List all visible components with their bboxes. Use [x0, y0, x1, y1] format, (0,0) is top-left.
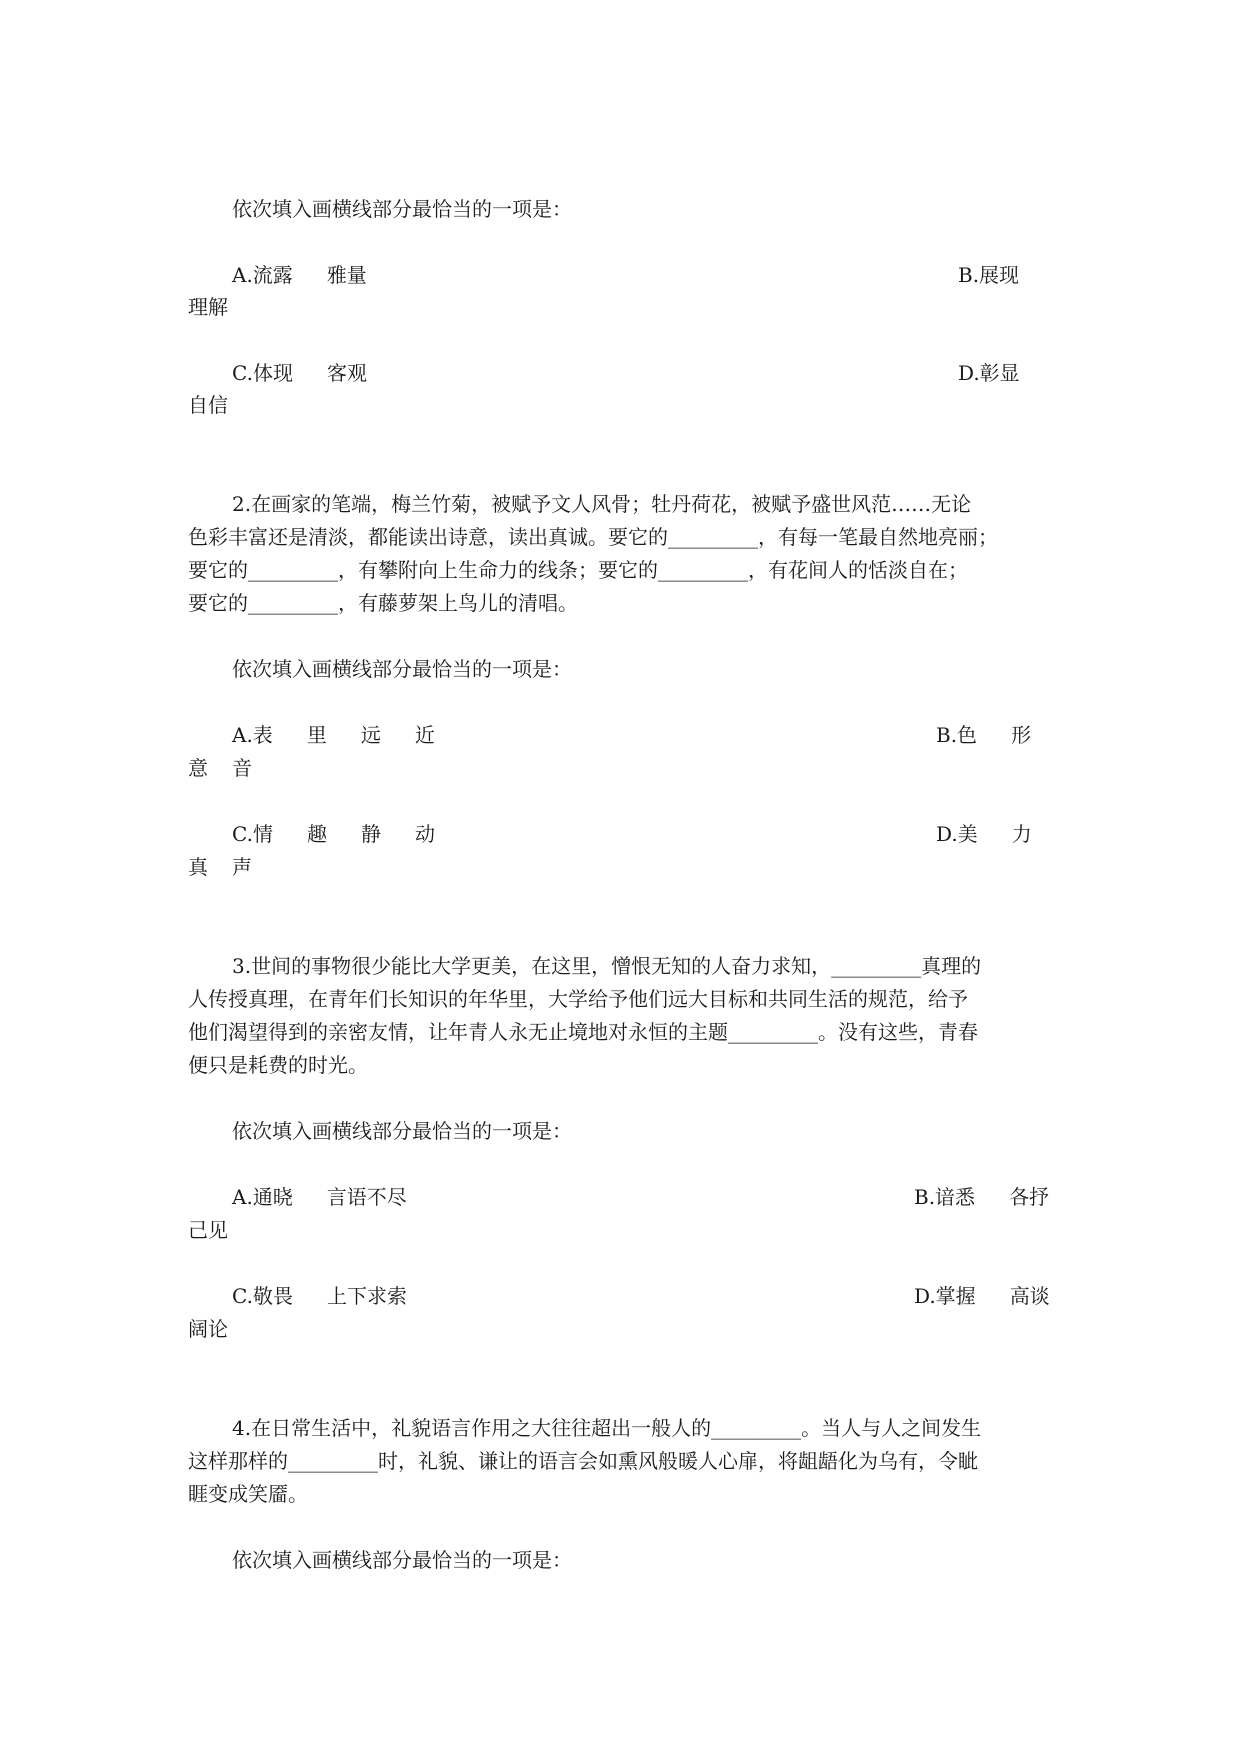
option-b-wrap: 己见 [188, 1218, 228, 1242]
option-d-word-2: 高谈 [1009, 1284, 1050, 1308]
option-b [914, 1187, 1049, 1207]
question-3-stem-line-4: 便只是耗费的时光。 [188, 1053, 368, 1077]
option-b-word-4: 音 [232, 756, 252, 780]
option-d-label: D.美 [936, 822, 978, 846]
question-4-stem-line-1: 4.在日常生活中，礼貌语言作用之大往往超出一般人的_________。当人与人之间发生 [232, 1416, 982, 1440]
option-b-label: B.谙悉 [914, 1185, 976, 1209]
question-3-prompt: 依次填入画横线部分最恰当的一项是： [232, 1119, 572, 1143]
option-a-label: A.表 [232, 723, 273, 747]
option-a-word-4: 近 [414, 723, 435, 747]
option-b-word-2: 各抒 [1009, 1185, 1050, 1209]
option-c [232, 363, 367, 383]
question-2-prompt: 依次填入画横线部分最恰当的一项是： [232, 657, 572, 681]
option-b-wrap: 理解 [188, 295, 228, 319]
option-c-label: C.体现 [232, 361, 293, 385]
option-a-label: A.通晓 [232, 1185, 293, 1209]
option-d [936, 824, 1032, 844]
option-d-word-4: 声 [232, 855, 252, 879]
question-2-stem-line-1: 2.在画家的笔端，梅兰竹菊，被赋予文人风骨；牡丹荷花，被赋予盛世风范……无论 [232, 492, 972, 516]
question-4-prompt: 依次填入画横线部分最恰当的一项是： [232, 1548, 572, 1572]
option-c-word-4: 动 [414, 822, 435, 846]
question-4-stem-line-3: 睚变成笑靥。 [188, 1482, 308, 1506]
option-a-word-2: 雅量 [326, 263, 367, 287]
option-a [232, 1187, 407, 1207]
option-d-wrap: 阔论 [188, 1317, 228, 1341]
option-d-label: D.掌握 [914, 1284, 976, 1308]
option-d [914, 1286, 1050, 1306]
option-a-word-3: 远 [360, 723, 381, 747]
question-3-stem-line-3: 他们渴望得到的亲密友情，让年青人永无止境地对永恒的主题_________。没有这些，青春 [188, 1020, 978, 1044]
option-c-word-3: 静 [360, 822, 381, 846]
option-d: D.彰显 [958, 361, 1020, 385]
option-b-word-3: 意 [188, 756, 208, 780]
option-d-wrap [188, 857, 252, 877]
option-a-word-2: 言语不尽 [326, 1185, 407, 1209]
question-2-stem-line-3: 要它的_________，有攀附向上生命力的线条；要它的_________，有花间人的恬淡自在； [188, 558, 968, 582]
option-c [232, 824, 435, 844]
option-c-word-2: 趣 [306, 822, 327, 846]
question-4-stem-line-2: 这样那样的_________时，礼貌、谦让的语言会如熏风般暖人心扉，将龃龉化为乌有，令眦 [188, 1449, 978, 1473]
question-2-stem-line-2: 色彩丰富还是清淡，都能读出诗意，读出真诚。要它的_________，有每一笔最自然地亮丽； [188, 525, 998, 549]
option-b-wrap [188, 758, 252, 778]
option-d-word-2: 力 [1011, 822, 1032, 846]
option-c [232, 1286, 407, 1306]
option-c-label: C.情 [232, 822, 273, 846]
option-c-word-2: 上下求索 [326, 1284, 407, 1308]
option-a-word-2: 里 [306, 723, 327, 747]
option-a [232, 725, 435, 745]
question-2-stem-line-4: 要它的_________，有藤萝架上鸟儿的清唱。 [188, 591, 578, 615]
option-a-label: A.流露 [232, 263, 293, 287]
question-1-prompt: 依次填入画横线部分最恰当的一项是： [232, 197, 572, 221]
option-c-label: C.敬畏 [232, 1284, 293, 1308]
option-a [232, 265, 367, 285]
option-b: B.展现 [958, 263, 1020, 287]
option-d-word-3: 真 [188, 855, 208, 879]
option-b-word-2: 形 [1011, 723, 1032, 747]
question-3-stem-line-1: 3.世间的事物很少能比大学更美，在这里，憎恨无知的人奋力求知，_________真理的 [232, 954, 982, 978]
option-d-wrap: 自信 [188, 393, 228, 417]
option-b-label: B.色 [936, 723, 978, 747]
question-3-stem-line-2: 人传授真理，在青年们长知识的年华里，大学给予他们远大目标和共同生活的规范，给予 [188, 987, 968, 1011]
option-c-word-2: 客观 [326, 361, 367, 385]
option-b [936, 725, 1031, 745]
